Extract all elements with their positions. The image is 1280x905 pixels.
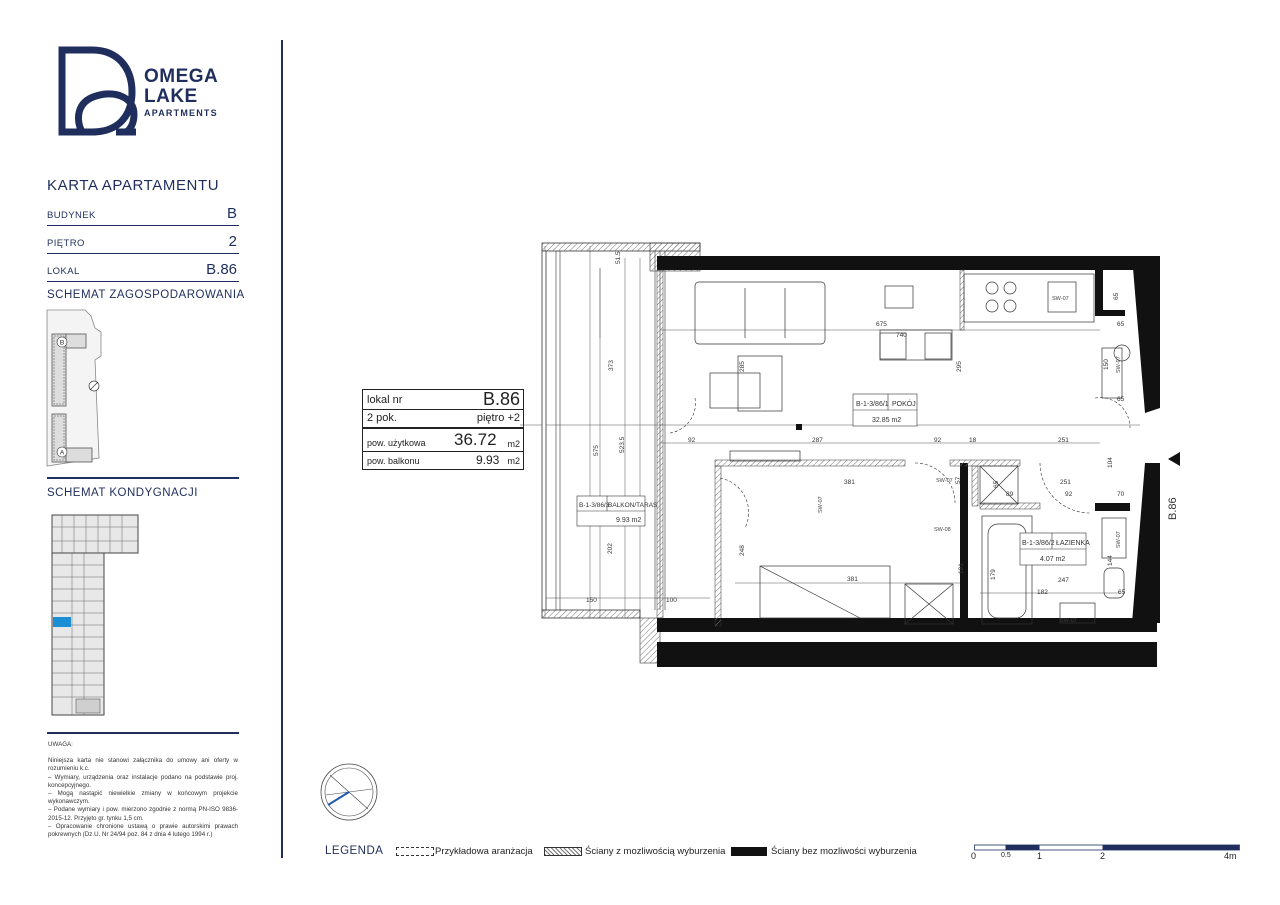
divider — [47, 732, 239, 734]
unit-info-box — [362, 389, 524, 470]
dim-label: 381 — [847, 576, 858, 583]
dim-label: 150 — [1103, 359, 1110, 370]
scale-label: 0 — [971, 851, 977, 861]
floor-label: PIĘTRO — [47, 238, 85, 249]
entry-arrow-icon — [1168, 452, 1180, 466]
dim-label: 92 — [1065, 491, 1073, 498]
unit-label: LOKAL — [47, 266, 80, 277]
scale-label: 4m — [1224, 851, 1237, 861]
dim-label: 248 — [739, 545, 746, 556]
note-item: Niniejsza karta nie stanowi załącznika do umowy ani oferty w rozumieniu k.c. — [48, 757, 238, 773]
info-row-floor — [47, 227, 239, 254]
dim-label: 65 — [1117, 396, 1125, 403]
omega-lake-logo — [58, 46, 248, 138]
site-plan-title: SCHEMAT ZAGOSPODAROWANIA — [47, 289, 245, 301]
highlighted-unit — [53, 617, 71, 627]
legend-swatch-arrangement — [396, 847, 434, 856]
dim-label: 89 — [1006, 491, 1014, 498]
balkon-name: BALKON/TARAS — [608, 502, 658, 509]
site-plan-a-label: A — [59, 449, 65, 457]
wall-tag: SW-07 — [1060, 618, 1077, 624]
dim-label: 182 — [1037, 589, 1048, 596]
dim-label: 51.5 — [615, 251, 622, 264]
dim-label: 65 — [1118, 589, 1126, 596]
dim-label: 92 — [688, 437, 696, 444]
note-item: – Podane wymiary i pow. mierzono zgodnie z normą PN-ISO 9836-2015-12. Przyjęto gr. tynku 1,5 cm. — [48, 806, 238, 822]
legend-swatch-removable-walls — [544, 847, 582, 856]
balcony-area-value: 9.93 — [476, 453, 500, 467]
dim-label: 18 — [969, 437, 977, 444]
building-label: BUDYNEK — [47, 210, 96, 221]
balcony-area-label: pow. balkonu — [367, 456, 420, 466]
dim-label: 373 — [608, 360, 615, 371]
apartment-floor-plan — [520, 238, 1200, 668]
note-item: – Opracowanie chronione ustawą o prawie autorskimi prawach pokrewnych (Dz.U. Nr 24/94 poz. 84 z dnia 4 lutego 1994 r.) — [48, 822, 238, 839]
dim-label: 92 — [934, 437, 942, 444]
dim-label: 740 — [896, 332, 907, 339]
brand-line-2: LAKE — [144, 86, 198, 107]
legend-item-removable-walls: Ściany z mozliwością wyburzenia — [585, 846, 726, 857]
scale-label: 0.5 — [1001, 852, 1011, 859]
lazienka-area: 4.07 m2 — [1040, 556, 1066, 563]
balcony-area-unit: m2 — [507, 456, 520, 466]
floor-value: 2 — [228, 233, 237, 250]
floor-schematic — [50, 513, 142, 718]
dim-label: 144 — [1107, 555, 1114, 566]
usable-area-label: pow. użytkowa — [367, 438, 426, 448]
dim-label: 57 — [955, 476, 962, 484]
dim-label: 287 — [812, 437, 823, 444]
note-item: – Mogą nastąpić niewielkie zmiany w końcowym projekcie wykonawczym. — [48, 790, 238, 806]
dim-label: 675 — [876, 321, 887, 328]
lokal-number: B.86 — [482, 389, 520, 409]
building-value: B — [226, 205, 237, 222]
dim-label: 179 — [990, 569, 997, 580]
wall-tag: SW-08 — [934, 527, 951, 533]
wall-tag: SW-07 — [936, 478, 953, 484]
wall-tag: SW-07 — [1052, 296, 1069, 302]
logo-mark-icon — [58, 46, 148, 138]
usable-area-unit: m2 — [507, 439, 520, 449]
info-row-unit — [47, 255, 239, 282]
balkon-area: 9.93 m2 — [616, 517, 642, 524]
dim-label: 247 — [1058, 577, 1069, 584]
notes — [48, 741, 238, 839]
lokal-label: lokal nr — [367, 394, 403, 406]
dim-label: 100 — [666, 597, 677, 604]
dim-label: 70 — [1117, 491, 1125, 498]
wall-tag: SW-07 — [1116, 356, 1122, 373]
dim-label: 295 — [956, 361, 963, 372]
brand-line-3: APARTMENTS — [144, 108, 218, 118]
note-item: – Wymiary, urządzenia oraz instalacje podano na podstawie proj. koncepcyjnego. — [48, 773, 238, 789]
lazienka-name: ŁAZIENKA — [1056, 540, 1090, 547]
lazienka-code: B-1-3/86/2 — [1022, 540, 1055, 547]
dim-label: 104 — [1107, 457, 1114, 468]
vertical-divider — [281, 40, 283, 858]
dim-label: 251 — [1058, 437, 1069, 444]
dim-label: 65 — [993, 480, 1000, 488]
divider — [47, 477, 239, 479]
dim-label: 150 — [586, 597, 597, 604]
dim-label: 65 — [1113, 292, 1120, 300]
dim-label: 575 — [593, 445, 600, 456]
dim-label: 285 — [739, 361, 746, 372]
legend-swatch-structural-walls — [731, 847, 767, 856]
dim-label: 381 — [844, 479, 855, 486]
entry-label: B.86 — [1167, 497, 1179, 520]
dim-label: 191 — [958, 563, 965, 574]
site-plan-schematic — [45, 308, 105, 468]
dim-label: 65 — [1117, 321, 1125, 328]
scale-bar — [974, 844, 1240, 852]
usable-area-value: 36.72 — [454, 430, 497, 449]
info-row-building — [47, 199, 239, 226]
scale-label: 1 — [1037, 851, 1043, 861]
floor-plan-title: SCHEMAT KONDYGNACJI — [47, 487, 198, 499]
scale-label: 2 — [1100, 851, 1106, 861]
legend-item-arrangement: Przykładowa aranżacja — [435, 846, 533, 857]
legend-item-structural-walls: Ściany bez mozliwości wyburzenia — [771, 846, 917, 857]
compass-icon — [318, 761, 380, 823]
legend-title: LEGENDA — [325, 845, 384, 857]
rooms-count: 2 pok. — [367, 412, 397, 424]
site-plan-b-label: B — [59, 339, 65, 347]
pokoj-name: POKÓJ — [892, 401, 916, 408]
dim-label: 523.5 — [619, 436, 626, 453]
floor-number: piętro +2 — [476, 412, 520, 424]
pokoj-code: B-1-3/86/1 — [856, 401, 889, 408]
pokoj-area: 32.85 m2 — [872, 417, 902, 424]
balkon-code: B-1-3/86/3 — [579, 502, 610, 509]
dim-label: 251 — [1060, 479, 1071, 486]
brand-line-1: OMEGA — [144, 66, 219, 87]
wall-tag: SW-07 — [818, 496, 824, 513]
notes-heading: UWAGA: — [48, 741, 73, 748]
dim-label: 202 — [607, 543, 614, 554]
unit-value: B.86 — [206, 261, 237, 278]
wall-tag: SW-07 — [1116, 531, 1122, 548]
card-title: KARTA APARTAMENTU — [47, 177, 220, 194]
